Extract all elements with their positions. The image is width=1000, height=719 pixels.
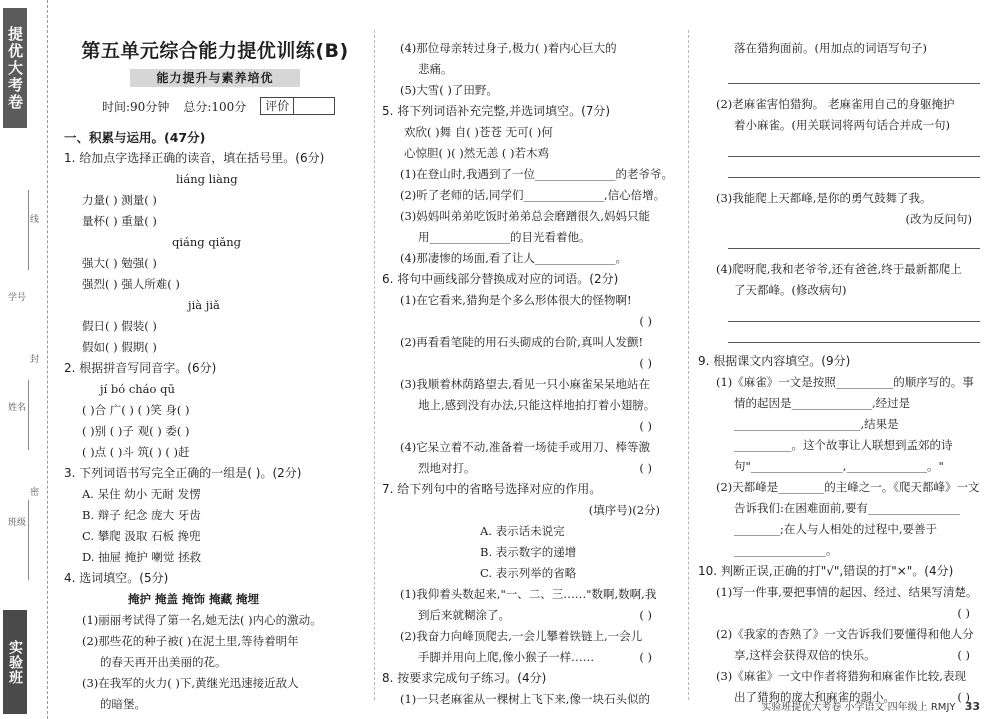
answer-row[interactable]: 强烈( ) 强人所难( ) — [82, 277, 180, 291]
idiom-row[interactable]: 心惊胆( )( )然无恙 ( )若木鸡 — [404, 146, 550, 160]
option-d[interactable]: D. 抽屉 掩护 喇觉 拯救 — [82, 550, 202, 564]
page-title: 第五单元综合能力提优训练(B) — [81, 40, 349, 62]
answer-line[interactable] — [728, 248, 980, 249]
binding-line — [28, 500, 29, 580]
question-9: 9. 根据课文内容填空。(9分) — [698, 354, 851, 368]
question-7: 7. 给下列句中的省略号选择对应的作用。 — [382, 482, 602, 496]
answer-line[interactable] — [728, 342, 980, 343]
sentence[interactable]: (2)听了老师的话,同学们______________,信心倍增。 — [400, 188, 666, 202]
sentence: (1)在它看来,猎狗是个多么形体很大的怪物啊! — [400, 293, 632, 307]
question-2: 2. 根据拼音写同音字。(6分) — [64, 361, 217, 375]
sentence-cont[interactable]: __________。这个故事让人联想到孟郊的诗 — [734, 438, 953, 452]
sentence[interactable]: (4)那凄惨的场面,看了让人______________。 — [400, 251, 627, 265]
statement: (1)写一件事,要把事情的起因、经过、结果写清楚。 — [716, 585, 978, 599]
label-feng: 封 — [30, 355, 40, 365]
column-divider — [688, 30, 689, 700]
statement-cont-row — [698, 645, 980, 666]
answer-row[interactable]: ( )别 ( )子 观( ) 委( ) — [82, 424, 190, 438]
sentence-cont: 手脚并用向上爬,像小猴子一样…… — [418, 650, 595, 664]
sentence: (3)我顺着林荫路望去,看见一只小麻雀呆呆地站在 — [400, 377, 650, 391]
label-student-id: 学号 — [8, 293, 27, 303]
exam-meta — [64, 97, 366, 115]
sentence-cont[interactable]: 情的起因是______________,经过是 — [734, 396, 911, 410]
question-5: 5. 将下列词语补充完整,并选词填空。(7分) — [382, 104, 611, 118]
column-1 — [64, 0, 366, 719]
sentence[interactable]: (2)那些花的种子被( )在泥土里,等待着明年 — [82, 634, 299, 648]
answer-parens[interactable]: ( ) — [639, 608, 652, 622]
label-name: 姓名 — [8, 403, 27, 413]
answer-parens[interactable]: ( ) — [639, 461, 652, 475]
sentence[interactable]: (3)在我军的火力( )下,黄继光迅速接近敌人 — [82, 676, 299, 690]
question-6: 6. 将句中画线部分替换成对应的词语。(2分) — [382, 272, 619, 286]
statement-cont: 享,这样会获得双倍的快乐。 — [734, 648, 876, 662]
sentence[interactable]: (5)大雪( )了田野。 — [400, 83, 498, 97]
sentence-cont[interactable]: ______________________,结果是 — [734, 417, 899, 431]
question-4: 4. 选词填空。(5分) — [64, 571, 169, 585]
answer-row[interactable]: 量杯( ) 重量( ) — [82, 214, 157, 228]
sentence[interactable]: (2)天都峰是________的主峰之一。《爬天都峰》一文 — [716, 480, 980, 494]
answer-row[interactable]: ( )合 广( ) ( )笑 身( ) — [82, 403, 190, 417]
sentence-cont[interactable]: 句"________________,______________。" — [734, 459, 944, 473]
pinyin-row: jí bó cháo qū — [100, 382, 175, 396]
eval-label: 评价 — [261, 98, 294, 114]
sentence-cont: 地上,感到没有办法,只能这样地拍打着小翅膀。 — [418, 398, 656, 412]
answer-row[interactable]: 假日( ) 假装( ) — [82, 319, 157, 333]
question-8: 8. 按要求完成句子练习。(4分) — [382, 671, 547, 685]
sentence-cont: 的春天再开出美丽的花。 — [100, 655, 227, 669]
label-class: 班级 — [8, 518, 27, 528]
answer-row[interactable]: 强大( ) 勉强( ) — [82, 256, 157, 270]
brand-logo-top: 提优大考卷 — [3, 8, 27, 128]
pinyin-row: jià jiǎ — [188, 298, 220, 312]
question-7-note: (填序号)(2分) — [588, 503, 660, 517]
answer-parens[interactable]: ( ) — [957, 690, 970, 704]
sentence-cont: 了天都峰。(修改病句) — [734, 283, 847, 297]
sentence-cont[interactable]: 告诉我们:在困难面前,要有________________ — [734, 501, 961, 515]
answer-line[interactable] — [728, 177, 980, 178]
sentence-cont: 着小麻雀。(用关联词将两句话合并成一句) — [734, 118, 950, 132]
binding-line — [28, 190, 29, 270]
answer-line[interactable] — [728, 156, 980, 157]
sentence[interactable]: (3)妈妈叫弟弟吃饭时弟弟总会磨蹭很久,妈妈只能 — [400, 209, 650, 223]
pinyin-row: qiáng qiǎng — [172, 235, 241, 249]
sentence-cont-row — [382, 647, 680, 668]
sentence-cont[interactable]: 用______________的目光看着他。 — [418, 230, 591, 244]
sentence: (4)爬呀爬,我和老爷爷,还有爸爸,终于最新都爬上 — [716, 262, 962, 276]
question-1: 1. 给加点字选择正确的读音，填在括号里。(6分) — [64, 151, 325, 165]
instruction: (改为反问句) — [905, 212, 972, 226]
sentence-cont[interactable]: ________________。 — [734, 543, 838, 557]
column-3 — [698, 0, 980, 719]
time-limit: 时间:90分钟 — [102, 99, 170, 114]
answer-row[interactable]: 力量( ) 测量( ) — [82, 193, 157, 207]
page-footer — [761, 698, 980, 713]
brand-logo-bottom: 实验班 — [3, 610, 27, 714]
choice-b: B. 表示数字的递增 — [480, 545, 577, 559]
sentence[interactable]: (1)丽丽考试得了第一名,她无法( )内心的激动。 — [82, 613, 322, 627]
sentence: (2)再看看笔陡的用石头砌成的台阶,真叫人发颤! — [400, 335, 644, 349]
page-number: 33 — [964, 700, 980, 713]
series-label: 实验班提优大考卷 小学语文 四年级上 RMJY — [761, 702, 956, 713]
answer-parens[interactable]: ( ) — [639, 650, 652, 664]
choice-a: A. 表示话未说完 — [480, 524, 565, 538]
answer-parens[interactable]: ( ) — [957, 606, 970, 620]
sentence: (4)它呆立着不动,准备着一场徒手或用刀、棒等激 — [400, 440, 650, 454]
column-divider — [374, 30, 375, 700]
word-bank: 掩护 掩盖 掩饰 掩藏 掩埋 — [128, 592, 260, 606]
label-mi: 密 — [30, 488, 40, 498]
pinyin-row: liáng liàng — [176, 172, 238, 186]
sentence[interactable]: (4)那位母亲转过身子,极力( )着内心巨大的 — [400, 41, 617, 55]
answer-row[interactable]: ( )点 ( )斗 筑( ) ( )赶 — [82, 445, 190, 459]
answer-row[interactable]: 假如( ) 假期( ) — [82, 340, 157, 354]
answer-parens[interactable]: ( ) — [957, 648, 970, 662]
answer-parens[interactable]: ( ) — [639, 314, 652, 328]
eval-box[interactable] — [260, 97, 335, 115]
section-banner: 能力提升与素养培优 — [130, 69, 300, 87]
part-heading: 一、积累与运用。(47分) — [64, 130, 206, 145]
option-a[interactable]: A. 呆住 幼小 无耐 发愣 — [82, 487, 201, 501]
sentence-cont-row — [382, 605, 680, 626]
answer-parens[interactable]: ( ) — [639, 419, 652, 433]
binding-strip — [0, 0, 48, 719]
question-3: 3. 下列词语书写完全正确的一组是( )。(2分) — [64, 466, 302, 480]
sentence: (2)老麻雀害怕猎狗。 老麻雀用自己的身躯掩护 — [716, 97, 955, 111]
sentence-cont: 落在猎狗面前。(用加点的词语写句子) — [734, 41, 927, 55]
option-b[interactable]: B. 辩子 纪念 庞大 牙齿 — [82, 508, 201, 522]
question-10: 10. 判断正误,正确的打"√",错误的打"×"。(4分) — [698, 564, 954, 578]
statement: (3)《麻雀》一文中作者将猎狗和麻雀作比较,表现 — [716, 669, 966, 683]
sentence-cont: 到后来就糊涂了。 — [418, 608, 510, 622]
sentence-cont-row — [382, 458, 680, 479]
sentence-cont: 悲痛。 — [418, 62, 453, 76]
answer-line[interactable] — [728, 321, 980, 322]
sentence-cont: 的暗堡。 — [100, 697, 146, 711]
sentence: (1)我仰着头数起来,"一、二、三……"数啊,数啊,我 — [400, 587, 657, 601]
idiom-row[interactable]: 欢欣( )舞 自( )苍苍 无可( )何 — [404, 125, 553, 139]
statement: (2)《我家的杏熟了》一文告诉我们要懂得和他人分 — [716, 627, 974, 641]
sentence-cont: 烈地对打。 — [418, 461, 476, 475]
option-c[interactable]: C. 攀爬 汲取 石板 搀兜 — [82, 529, 201, 543]
sentence: (3)我能爬上天都峰,是你的勇气鼓舞了我。 — [716, 191, 932, 205]
sentence: (1)一只老麻雀从一棵树上飞下来,像一块石头似的 — [400, 692, 650, 706]
answer-parens[interactable]: ( ) — [639, 356, 652, 370]
answer-line[interactable] — [728, 83, 980, 84]
choice-c: C. 表示列举的省略 — [480, 566, 577, 580]
binding-line — [28, 380, 29, 450]
column-2 — [382, 0, 680, 719]
sentence-cont[interactable]: ________;在人与人相处的过程中,要善于 — [734, 522, 938, 536]
sentence[interactable]: (1)在登山时,我遇到了一位______________的老爷爷。 — [400, 167, 673, 181]
sentence[interactable]: (1)《麻雀》一文是按照__________的顺序写的。事 — [716, 375, 974, 389]
total-score: 总分:100分 — [183, 99, 247, 114]
label-xian: 线 — [30, 215, 40, 225]
sentence: (2)我奋力向峰顶爬去,一会儿攀着铁链上,一会儿 — [400, 629, 643, 643]
statement-cont: 出了猎狗的庞大和麻雀的弱小。 — [734, 690, 895, 704]
